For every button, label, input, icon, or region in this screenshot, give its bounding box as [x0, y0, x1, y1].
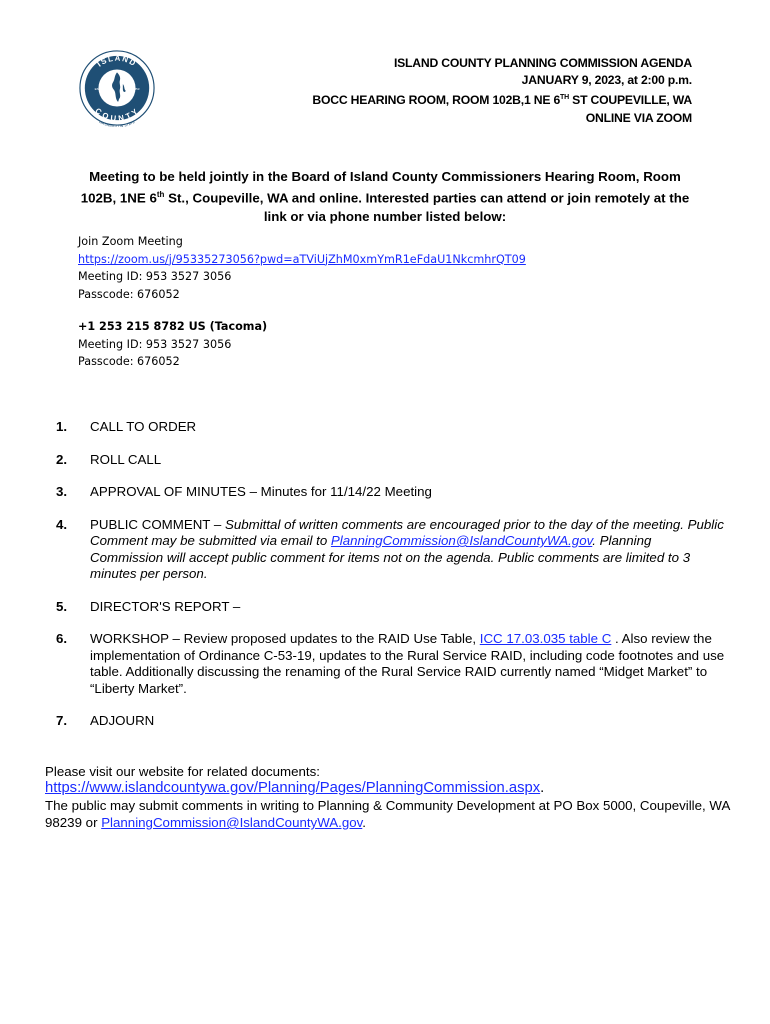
- icc-table-link[interactable]: ICC 17.03.035 table C: [479, 631, 612, 646]
- zoom-meeting-id: Meeting ID: 953 3527 3056: [78, 270, 232, 283]
- agenda-item: 6. WORKSHOP – Review proposed updates to the RAID Use Table, ICC 17.03.035 table C . Also review the implementation of Ordinance C-53-19, updates to the Rural Service RAID, including code footnotes and use table. Additionally discussing the renaming of the Rural Service RAID currently named “Midget Market” to “Liberty Market”.: [56, 631, 725, 696]
- agenda-item: 5. DIRECTOR'S REPORT –: [56, 598, 241, 614]
- zoom-passcode: Passcode: 676052: [78, 287, 180, 301]
- svg-text:EST: EST: [94, 86, 101, 91]
- header-date: JANUARY 9, 2023, at 2:00 p.m.: [521, 73, 692, 88]
- svg-text:WASHINGTON STATE: WASHINGTON STATE: [98, 119, 136, 127]
- footer-visit: Please visit our website for related documents:: [45, 764, 320, 779]
- agenda-item: 3. APPROVAL OF MINUTES – Minutes for 11/14/22 Meeting: [56, 484, 432, 499]
- public-comment-email-link[interactable]: PlanningCommission@IslandCountyWA.gov: [330, 533, 593, 548]
- svg-text:1853: 1853: [132, 86, 140, 91]
- meeting-intro: Meeting to be held jointly in the Board of Island County Commissioners Hearing Room, Room 102B, 1NE 6th St., Coupeville, WA and online. Interested parties can attend or join remotely at the link or via phone number listed below:: [80, 169, 690, 224]
- phone-meeting-id: Meeting ID: 953 3527 3056: [78, 337, 232, 351]
- agenda-item: 4. PUBLIC COMMENT – Submittal of written comments are encouraged prior to the day of the meeting. Public Comment may be submitted via email to PlanningCommission@IslandCountyWA.gov. Planning Commission will accept public comment for items not on the agenda. Public comments are limited to 3 minutes per person.: [56, 516, 724, 581]
- footer-email-link[interactable]: PlanningCommission@IslandCountyWA.gov: [101, 815, 363, 830]
- zoom-info: [78, 233, 526, 371]
- svg-text:COUNTY: COUNTY: [93, 106, 141, 124]
- website-link[interactable]: https://www.islandcountywa.gov/Planning/Pages/PlanningCommission.aspx: [45, 780, 541, 796]
- agenda-list: [56, 419, 726, 746]
- footer-notes: Please visit our website for related documents: https://www.islandcountywa.gov/Planning/Pages/PlanningCommission.aspx. The public may submit comments in writing to Planning & Community Development at PO Box 5000, Coupeville, WA 98239 or PlanningCommission@IslandCountyWA.gov.: [45, 763, 735, 831]
- agenda-item: 1. CALL TO ORDER: [56, 419, 197, 434]
- agenda-item: 2. ROLL CALL: [56, 451, 162, 467]
- svg-text:ISLAND: ISLAND: [95, 53, 139, 69]
- footer-submit: The public may submit comments in writing to Planning & Community Development at PO Box 5000, Coupeville, WA 98239 or PlanningCommission@IslandCountyWA.gov.: [45, 798, 730, 830]
- island-county-seal: [78, 49, 156, 127]
- zoom-join-label: Join Zoom Meeting: [78, 235, 183, 248]
- header-title: ISLAND COUNTY PLANNING COMMISSION AGENDA: [393, 56, 692, 70]
- phone-number: +1 253 215 8782 US (Tacoma): [78, 320, 268, 333]
- header-location: BOCC HEARING ROOM, ROOM 102B,1 NE 6TH ST COUPEVILLE, WA: [312, 93, 692, 108]
- agenda-header: [312, 55, 692, 127]
- header-online: ONLINE VIA ZOOM: [585, 110, 692, 125]
- phone-passcode: Passcode: 676052: [78, 355, 180, 368]
- agenda-item: 7. ADJOURN: [56, 713, 155, 728]
- zoom-link[interactable]: https://zoom.us/j/95335273056?pwd=aTViUjZhM0xmYmR1eFdaU1NkcmhrQT09: [78, 252, 526, 266]
